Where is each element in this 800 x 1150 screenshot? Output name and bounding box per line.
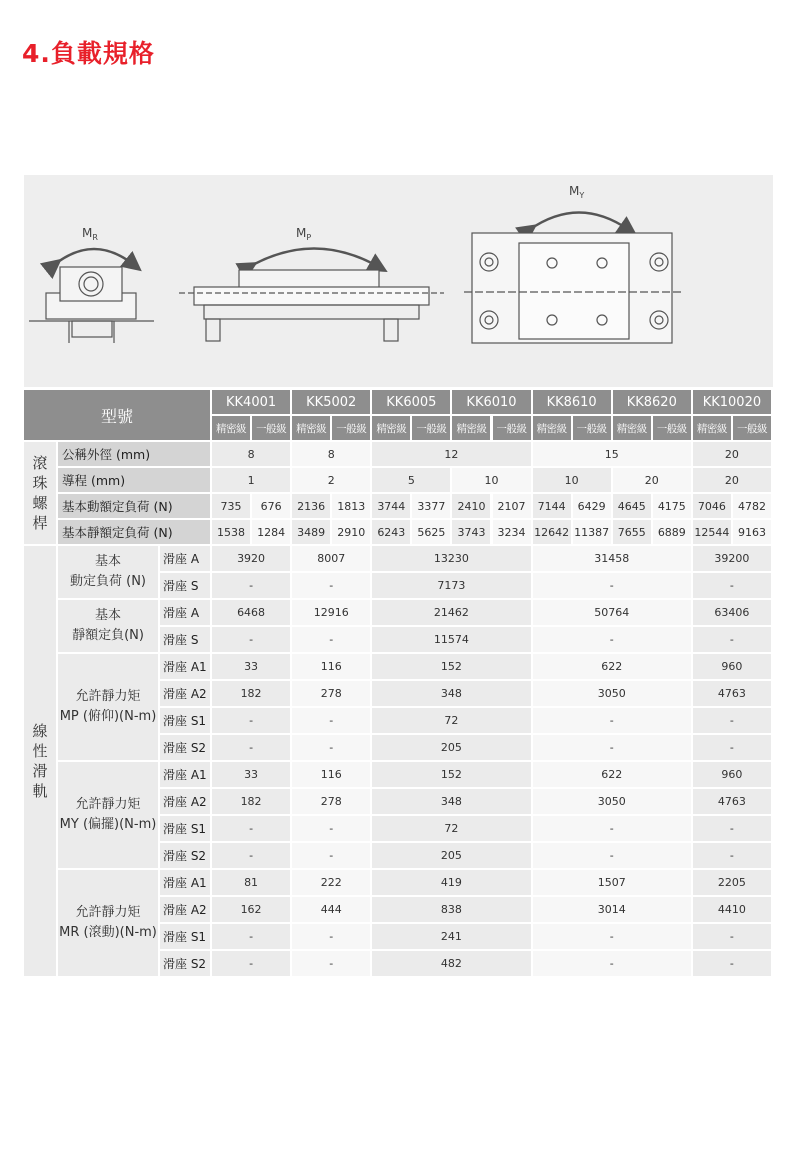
value-cell: 2107 [493,494,531,518]
value-cell: - [212,843,290,868]
value-cell: 4645 [613,494,651,518]
value-cell: 7046 [693,494,731,518]
value-cell: - [212,951,290,976]
value-cell: 4782 [733,494,771,518]
moment-diagram-drawing [24,175,773,387]
value-cell: - [212,924,290,949]
value-cell: 4175 [653,494,691,518]
value-cell: - [292,924,370,949]
value-cell: 676 [252,494,290,518]
value-cell: 116 [292,654,370,679]
value-cell: - [693,627,771,652]
value-cell: 3050 [533,681,691,706]
value-cell: 63406 [693,600,771,625]
value-cell: 2 [292,468,370,492]
slider-label: 滑座 S [160,573,210,598]
value-cell: 6468 [212,600,290,625]
grade-label: 一般級 [493,416,531,440]
slider-label: 滑座 S2 [160,951,210,976]
value-cell: 419 [372,870,530,895]
value-cell: 348 [372,789,530,814]
value-cell: 116 [292,762,370,787]
value-cell: 444 [292,897,370,922]
value-cell: - [533,627,691,652]
value-cell: 182 [212,681,290,706]
ballscrew-row-label: 導程 (mm) [58,468,210,492]
value-cell: 10 [533,468,611,492]
ballscrew-row-label: 基本靜額定負荷 (N) [58,520,210,544]
side-char: 桿 [32,514,48,532]
grade-label: 一般級 [733,416,771,440]
value-cell: 5625 [412,520,450,544]
grade-label: 一般級 [653,416,691,440]
value-cell: 10 [452,468,530,492]
value-cell: - [292,843,370,868]
value-cell: 31458 [533,546,691,571]
value-cell: 20 [693,442,771,466]
model-name: KK8610 [533,390,611,414]
value-cell: 3920 [212,546,290,571]
value-cell: 1538 [212,520,250,544]
value-cell: 222 [292,870,370,895]
value-cell: 20 [693,468,771,492]
value-cell: 152 [372,762,530,787]
value-cell: 33 [212,762,290,787]
value-cell: 7144 [533,494,571,518]
value-cell: 50764 [533,600,691,625]
value-cell: 12642 [533,520,571,544]
value-cell: 241 [372,924,530,949]
group-label-line: 動定負荷 (N) [69,574,146,589]
value-cell: 838 [372,897,530,922]
value-cell: - [212,573,290,598]
value-cell: 162 [212,897,290,922]
value-cell: 6429 [573,494,611,518]
model-name: KK5002 [292,390,370,414]
grade-label: 精密級 [212,416,250,440]
value-cell: 4410 [693,897,771,922]
value-cell: - [693,735,771,760]
value-cell: 482 [372,951,530,976]
value-cell: 13230 [372,546,530,571]
grade-label: 精密級 [372,416,410,440]
side-char: 滑 [32,762,48,780]
value-cell: 1 [212,468,290,492]
value-cell: - [533,924,691,949]
value-cell: 15 [533,442,691,466]
slider-label: 滑座 A2 [160,789,210,814]
value-cell: 72 [372,816,530,841]
value-cell: 11574 [372,627,530,652]
slider-label: 滑座 A2 [160,681,210,706]
side-char: 珠 [32,474,48,492]
moment-diagram [24,175,773,387]
slider-label: 滑座 S2 [160,735,210,760]
grade-label: 精密級 [292,416,330,440]
grade-label: 精密級 [452,416,490,440]
value-cell: 21462 [372,600,530,625]
value-cell: 3234 [493,520,531,544]
side-char: 線 [32,722,48,740]
value-cell: - [693,708,771,733]
linear-group-label [58,762,158,868]
value-cell: 3489 [292,520,330,544]
value-cell: 152 [372,654,530,679]
value-cell: 2136 [292,494,330,518]
model-name: KK10020 [693,390,771,414]
group-label-line: 基本 [94,554,121,569]
value-cell: 960 [693,762,771,787]
side-char: 螺 [32,494,48,512]
value-cell: 5 [372,468,450,492]
value-cell: 960 [693,654,771,679]
value-cell: - [533,708,691,733]
group-label-line: MY (偏擺)(N-m) [59,817,157,832]
value-cell: 205 [372,843,530,868]
value-cell: 81 [212,870,290,895]
value-cell: 7173 [372,573,530,598]
value-cell: - [533,843,691,868]
mr-label: $M_R$ [82,226,98,242]
value-cell: 3744 [372,494,410,518]
value-cell: 182 [212,789,290,814]
grade-label: 一般級 [573,416,611,440]
slider-label: 滑座 S1 [160,816,210,841]
value-cell: 8 [292,442,370,466]
linear-group-label [58,870,158,976]
mp-label: $M_P$ [296,226,312,242]
value-cell: - [533,573,691,598]
side-char: 滾 [32,454,48,472]
value-cell: 39200 [693,546,771,571]
side-char: 軌 [32,782,48,800]
slider-label: 滑座 A1 [160,870,210,895]
value-cell: - [292,627,370,652]
value-cell: - [533,735,691,760]
value-cell: 3050 [533,789,691,814]
linear-side-label [24,546,56,976]
group-label-line: 允許靜力矩 [75,689,141,704]
value-cell: 33 [212,654,290,679]
value-cell: 735 [212,494,250,518]
value-cell: - [693,843,771,868]
group-label-line: 允許靜力矩 [75,905,141,920]
value-cell: 4763 [693,681,771,706]
slider-label: 滑座 A1 [160,654,210,679]
slider-label: 滑座 S1 [160,924,210,949]
value-cell: 72 [372,708,530,733]
side-char: 性 [32,742,48,760]
value-cell: 6889 [653,520,691,544]
slider-label: 滑座 A2 [160,897,210,922]
group-label-line: MP (俯仰)(N-m) [59,709,157,724]
value-cell: 622 [533,762,691,787]
model-name: KK6010 [452,390,530,414]
slider-label: 滑座 S1 [160,708,210,733]
slider-label: 滑座 S2 [160,843,210,868]
mr-end-view [29,249,154,343]
value-cell: - [533,816,691,841]
value-cell: - [693,924,771,949]
value-cell: 278 [292,789,370,814]
group-label-line: 允許靜力矩 [75,797,141,812]
value-cell: - [693,816,771,841]
value-cell: 3014 [533,897,691,922]
slider-label: 滑座 A [160,600,210,625]
value-cell: 2410 [452,494,490,518]
value-cell: 1507 [533,870,691,895]
value-cell: 20 [613,468,691,492]
slider-label: 滑座 A [160,546,210,571]
linear-group-label [58,600,158,652]
value-cell: 8 [212,442,290,466]
grade-label: 一般級 [412,416,450,440]
value-cell: - [292,816,370,841]
model-name: KK4001 [212,390,290,414]
value-cell: 4763 [693,789,771,814]
group-label-line: MR (滾動)(N-m) [59,925,157,940]
model-header: 型號 [24,390,210,440]
value-cell: 3377 [412,494,450,518]
grade-label: 一般級 [252,416,290,440]
model-name: KK6005 [372,390,450,414]
value-cell: 12 [372,442,530,466]
slider-label: 滑座 A1 [160,762,210,787]
value-cell: - [212,708,290,733]
value-cell: 278 [292,681,370,706]
ballscrew-row-label: 基本動額定負荷 (N) [58,494,210,518]
value-cell: 2205 [693,870,771,895]
value-cell: - [292,573,370,598]
value-cell: 2910 [332,520,370,544]
value-cell: - [212,627,290,652]
page-title: 4.負載規格 [22,39,155,68]
value-cell: 348 [372,681,530,706]
value-cell: 8007 [292,546,370,571]
slider-label: 滑座 S [160,627,210,652]
value-cell: 7655 [613,520,651,544]
group-label-line: 靜額定負(N) [72,628,144,643]
group-label-line: 基本 [94,608,121,623]
value-cell: 205 [372,735,530,760]
value-cell: - [693,951,771,976]
value-cell: - [212,735,290,760]
my-label: $M_Y$ [569,184,585,200]
value-cell: - [693,573,771,598]
value-cell: 6243 [372,520,410,544]
value-cell: 12916 [292,600,370,625]
value-cell: - [292,708,370,733]
value-cell: 11387 [573,520,611,544]
value-cell: 1284 [252,520,290,544]
grade-label: 一般級 [332,416,370,440]
linear-group-label [58,546,158,598]
mp-side-view [179,249,444,342]
value-cell: - [212,816,290,841]
value-cell: - [292,735,370,760]
grade-label: 精密級 [533,416,571,440]
value-cell: 622 [533,654,691,679]
my-top-view [464,213,684,344]
ballscrew-side-label [24,442,56,544]
ballscrew-row-label: 公稱外徑 (mm) [58,442,210,466]
value-cell: 1813 [332,494,370,518]
value-cell: - [292,951,370,976]
linear-group-label [58,654,158,760]
grade-label: 精密級 [693,416,731,440]
value-cell: - [533,951,691,976]
model-name: KK8620 [613,390,691,414]
value-cell: 3743 [452,520,490,544]
value-cell: 9163 [733,520,771,544]
grade-label: 精密級 [613,416,651,440]
load-spec-table [24,390,773,1012]
value-cell: 12544 [693,520,731,544]
